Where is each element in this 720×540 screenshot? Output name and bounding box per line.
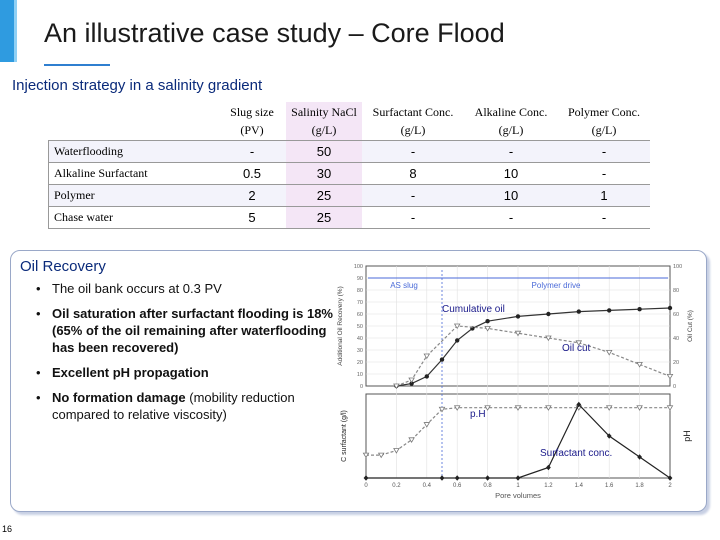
x-tick-label: 1.4 xyxy=(574,483,583,489)
row-label: Chase water xyxy=(49,207,219,229)
cumulative-oil-point xyxy=(425,374,429,378)
cumulative-oil-point xyxy=(577,309,581,313)
y-tick-label-right: 40 xyxy=(673,336,680,342)
section-subtitle: Injection strategy in a salinity gradient xyxy=(12,77,263,94)
y-tick-label: 40 xyxy=(356,336,363,342)
table-cell: 5 xyxy=(248,210,256,225)
x-tick-label: 1.8 xyxy=(635,483,644,489)
annotation-cumulative-oil: Cumulative oil xyxy=(442,304,505,315)
table-cell: - xyxy=(601,166,607,181)
x-tick-label: 0.6 xyxy=(453,483,462,489)
table-cell: - xyxy=(410,210,416,225)
cumulative-oil-point xyxy=(485,319,489,323)
x-tick-label: 1 xyxy=(516,483,520,489)
bullet-text-bold: No formation damage xyxy=(52,390,186,405)
table-cell: 0.5 xyxy=(242,166,262,181)
table-cell: - xyxy=(218,141,286,163)
y-tick-label: 70 xyxy=(356,300,363,306)
row-label: Polymer xyxy=(49,185,219,207)
table-row xyxy=(49,207,651,229)
annotation-ph: p.H xyxy=(470,409,486,420)
y-axis-label-bottom-left: C surfactant (g/l) xyxy=(341,410,348,462)
annotation-surfactant: Surfactant conc. xyxy=(540,448,613,459)
table-cell: 25 xyxy=(286,185,362,207)
table-cell: 10 xyxy=(464,185,558,207)
bullet-text: Oil saturation after surfactant flooding is 18% (65% of the oil remaining after waterflooding has been recovered) xyxy=(52,306,333,355)
cumulative-oil-point xyxy=(455,338,459,342)
table-cell: - xyxy=(362,185,464,207)
oil-recovery-bullets xyxy=(36,280,336,431)
y-tick-label-right: 60 xyxy=(673,312,680,318)
row-label: Waterflooding xyxy=(49,141,219,163)
y-tick-label: 30 xyxy=(356,348,363,354)
y-tick-label: 10 xyxy=(356,372,363,378)
x-tick-label: 1.2 xyxy=(544,483,553,489)
x-tick-label: 0.4 xyxy=(422,483,431,489)
recovery-chart xyxy=(330,256,698,502)
cumulative-oil-point xyxy=(516,314,520,318)
table-cell: 10 xyxy=(503,166,519,181)
bullet-item: • The oil bank occurs at 0.3 PV xyxy=(36,280,336,297)
col-header: Salinity NaCl (g/L) xyxy=(286,102,362,141)
table-cell: - xyxy=(601,210,607,225)
table-cell: 1 xyxy=(558,185,650,207)
table-cell: - xyxy=(508,210,514,225)
y-axis-label-bottom-right: pH xyxy=(682,430,692,442)
x-tick-label: 0.2 xyxy=(392,483,401,489)
table-row xyxy=(49,185,651,207)
y-axis-label-left: Additional Oil Recovery (%) xyxy=(337,286,344,366)
y-tick-label: 50 xyxy=(356,324,363,330)
y-tick-label: 100 xyxy=(353,264,363,270)
x-tick-label: 0 xyxy=(364,483,368,489)
page-title: An illustrative case study – Core Flood xyxy=(44,18,505,48)
col-header: Alkaline Conc. (g/L) xyxy=(474,105,548,137)
bullet-text: Excellent pH propagation xyxy=(52,365,209,380)
cumulative-oil-point xyxy=(607,308,611,312)
y-tick-label: 80 xyxy=(356,288,363,294)
accent-bar xyxy=(0,0,14,62)
bullet-item xyxy=(36,364,336,381)
table-corner xyxy=(49,102,219,141)
oil-recovery-title: Oil Recovery xyxy=(20,258,106,275)
table-cell: 50 xyxy=(286,141,362,163)
cumulative-oil-point xyxy=(546,312,550,316)
cumulative-oil-point xyxy=(440,357,444,361)
x-axis-label: Pore volumes xyxy=(495,491,541,500)
table-row xyxy=(49,141,651,163)
y-axis-label-right: Oil Cut (%) xyxy=(687,310,694,342)
y-tick-label-right: 20 xyxy=(673,360,680,366)
col-header: Slug size (PV) xyxy=(230,105,274,137)
y-tick-label-right: 100 xyxy=(673,264,683,270)
bullet-text: (mobility reduction compared to relative viscosity) xyxy=(52,390,295,422)
annotation-oil-cut: Oil cut xyxy=(562,343,591,354)
y-tick-label-right: 80 xyxy=(673,288,680,294)
injection-table xyxy=(48,102,650,229)
table-cell: 2 xyxy=(218,185,286,207)
table-cell: 8 xyxy=(409,166,417,181)
bullet-item xyxy=(36,305,336,356)
y-tick-label-right: 0 xyxy=(673,384,677,390)
x-tick-label: 1.6 xyxy=(605,483,614,489)
page-number: 16 xyxy=(2,524,13,534)
table-row xyxy=(49,163,651,185)
bullet-item xyxy=(36,389,336,423)
y-tick-label: 90 xyxy=(356,276,363,282)
title-underline xyxy=(44,64,110,66)
y-tick-label: 60 xyxy=(356,312,363,318)
table-cell: - xyxy=(558,141,650,163)
x-tick-label: 0.8 xyxy=(483,483,492,489)
table-cell: - xyxy=(362,141,464,163)
row-label: Alkaline Surfactant xyxy=(49,163,219,185)
x-tick-label: 2 xyxy=(668,483,672,489)
table-cell: 30 xyxy=(286,163,362,185)
segment-label: Polymer drive xyxy=(531,281,581,290)
col-header: Polymer Conc. (g/L) xyxy=(568,105,640,137)
y-tick-label: 0 xyxy=(359,384,363,390)
cumulative-oil-point xyxy=(637,307,641,311)
table-cell: 25 xyxy=(286,207,362,229)
cumulative-oil-point xyxy=(668,306,672,310)
segment-label: AS slug xyxy=(390,281,418,290)
col-header: Surfactant Conc. (g/L) xyxy=(372,105,454,137)
y-tick-label: 20 xyxy=(356,360,363,366)
table-cell: - xyxy=(464,141,558,163)
